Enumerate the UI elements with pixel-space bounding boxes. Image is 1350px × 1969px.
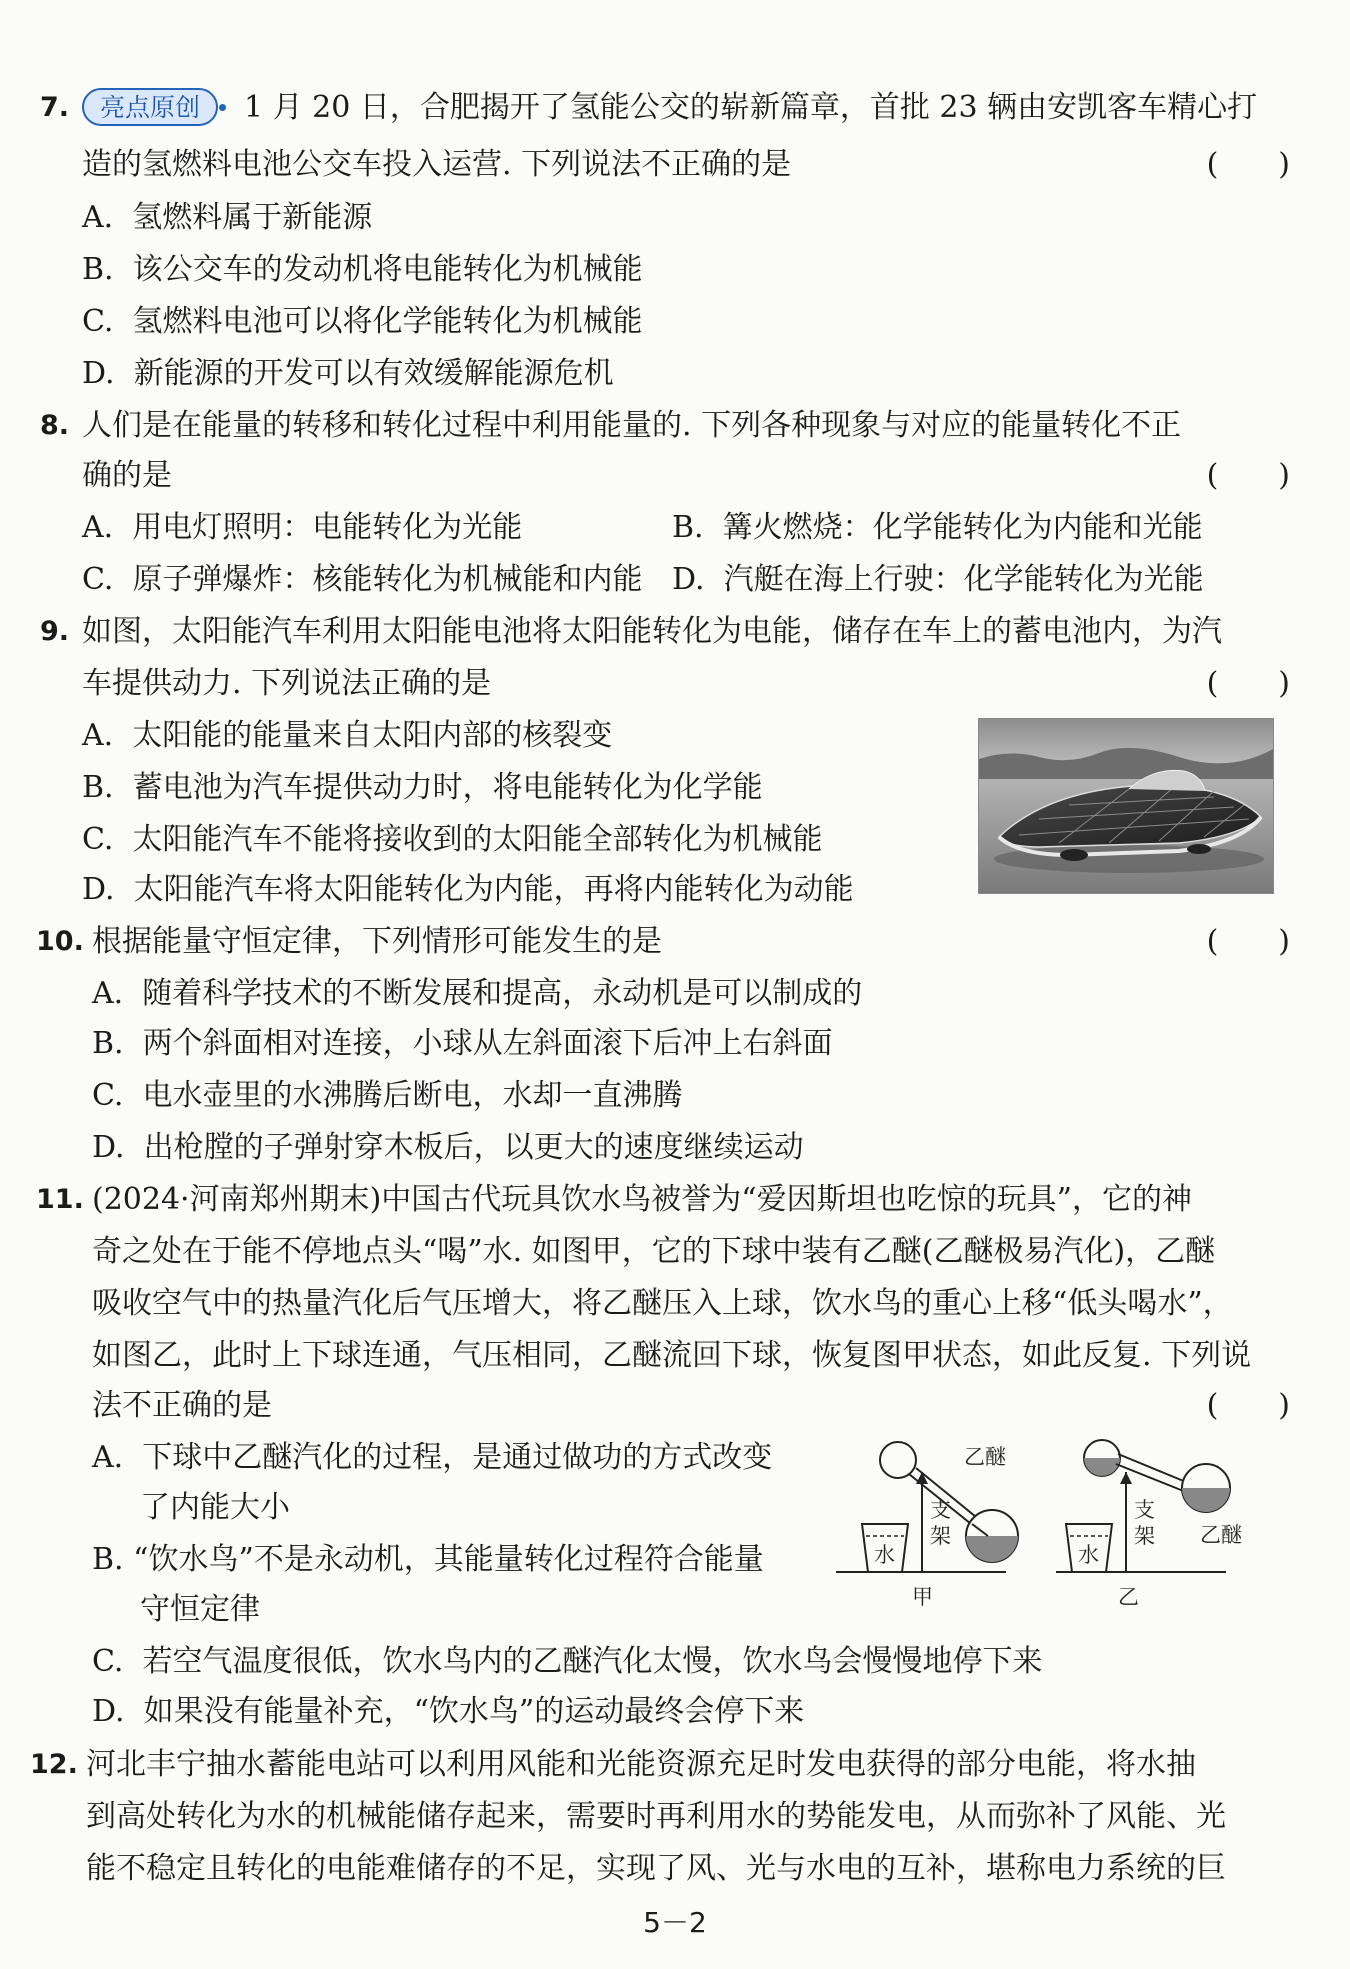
solar-car-photo — [978, 718, 1274, 894]
option: A. 用电灯照明：电能转化为光能 — [82, 510, 523, 545]
highlight-badge: 亮点原创 — [82, 88, 218, 126]
option: 守恒定律 — [140, 1592, 260, 1627]
question-text: 确的是 — [82, 458, 172, 493]
question-text: 法不正确的是 — [92, 1388, 272, 1423]
option: B. “饮水鸟”不是永动机，其能量转化过程符合能量 — [92, 1542, 764, 1577]
question-text: 奇之处在于能不停地点头“喝”水. 如图甲，它的下球中装有乙醚(乙醚极易汽化)，乙醚 — [92, 1234, 1216, 1269]
drinking-bird-diagram — [836, 1432, 1276, 1632]
option: C. 原子弹爆炸：核能转化为机械能和内能 — [82, 562, 643, 597]
question-number: 11. — [36, 1184, 84, 1215]
option: B. 篝火燃烧：化学能转化为内能和光能 — [672, 510, 1203, 545]
question-text: 人们是在能量的转移和转化过程中利用能量的. 下列各种现象与对应的能量转化不正 — [82, 408, 1182, 443]
option: D. 太阳能汽车将太阳能转化为内能，再将内能转化为动能 — [82, 872, 854, 907]
question-number: 10. — [36, 926, 84, 957]
question-text: 如图乙，此时上下球连通，气压相同，乙醚流回下球，恢复图甲状态，如此反复. 下列说 — [92, 1338, 1252, 1373]
option: C. 太阳能汽车不能将接收到的太阳能全部转化为机械能 — [82, 822, 823, 857]
figure-label: 乙 — [1118, 1585, 1139, 1609]
question-text: 根据能量守恒定律，下列情形可能发生的是 — [92, 924, 662, 959]
water-label: 水 — [874, 1543, 895, 1567]
question-number: 7. — [40, 92, 70, 123]
option: A. 太阳能的能量来自太阳内部的核裂变 — [82, 718, 613, 753]
figure-a — [836, 1442, 1018, 1609]
option: C. 若空气温度很低，饮水鸟内的乙醚汽化太慢，饮水鸟会慢慢地停下来 — [92, 1644, 1043, 1679]
stand-label: 架 — [930, 1524, 951, 1548]
question-text: 到高处转化为水的机械能储存起来，需要时再利用水的势能发电，从而弥补了风能、光 — [86, 1799, 1226, 1834]
question-text: 如图，太阳能汽车利用太阳能电池将太阳能转化为电能，储存在车上的蓄电池内，为汽 — [82, 614, 1222, 649]
answer-blank: ( ) — [1206, 147, 1290, 182]
answer-blank: ( ) — [1206, 924, 1290, 959]
option: D. 出枪膛的子弹射穿木板后，以更大的速度继续运动 — [92, 1130, 804, 1165]
figure-label: 甲 — [912, 1585, 933, 1609]
question-text: (2024·河南郑州期末)中国古代玩具饮水鸟被誉为“爱因斯坦也吃惊的玩具”，它的神 — [92, 1182, 1192, 1217]
option: B. 两个斜面相对连接，小球从左斜面滚下后冲上右斜面 — [92, 1026, 833, 1061]
question-text: 吸收空气中的热量汽化后气压增大，将乙醚压入上球，饮水鸟的重心上移“低头喝水”， — [92, 1286, 1233, 1321]
option: D. 如果没有能量补充，“饮水鸟”的运动最终会停下来 — [92, 1694, 805, 1729]
option: 了内能大小 — [140, 1490, 290, 1525]
question-text: 河北丰宁抽水蓄能电站可以利用风能和光能资源充足时发电获得的部分电能，将水抽 — [86, 1747, 1196, 1782]
solar-car-image — [979, 719, 1273, 893]
question-number: 9. — [40, 616, 70, 647]
stand-label: 支 — [1134, 1498, 1155, 1522]
figure-b — [1056, 1440, 1243, 1609]
option: B. 蓄电池为汽车提供动力时，将电能转化为化学能 — [82, 770, 763, 805]
option: A. 下球中乙醚汽化的过程，是通过做功的方式改变 — [92, 1440, 773, 1475]
ether-label: 乙醚 — [1200, 1523, 1242, 1547]
question-number: 12. — [30, 1749, 78, 1780]
option: C. 电水壶里的水沸腾后断电，水却一直沸腾 — [92, 1078, 683, 1113]
answer-blank: ( ) — [1206, 458, 1290, 493]
stand-label: 支 — [930, 1498, 951, 1522]
option: D. 汽艇在海上行驶：化学能转化为光能 — [672, 562, 1204, 597]
badge-dot-icon — [219, 104, 226, 111]
question-number: 8. — [40, 410, 70, 441]
question-text: 1 月 20 日，合肥揭开了氢能公交的崭新篇章，首批 23 辆由安凯客车精心打 — [244, 90, 1258, 125]
option: D. 新能源的开发可以有效缓解能源危机 — [82, 356, 614, 391]
option: C. 氢燃料电池可以将化学能转化为机械能 — [82, 304, 643, 339]
option: A. 氢燃料属于新能源 — [82, 200, 373, 235]
stand-label: 架 — [1134, 1524, 1155, 1548]
question-text: 车提供动力. 下列说法正确的是 — [82, 666, 492, 701]
answer-blank: ( ) — [1206, 1388, 1290, 1423]
option: B. 该公交车的发动机将电能转化为机械能 — [82, 252, 643, 287]
water-label: 水 — [1078, 1543, 1099, 1567]
ether-label: 乙醚 — [964, 1445, 1006, 1469]
question-text: 造的氢燃料电池公交车投入运营. 下列说法不正确的是 — [82, 147, 792, 182]
answer-blank: ( ) — [1206, 666, 1290, 701]
question-text: 能不稳定且转化的电能难储存的不足，实现了风、光与水电的互补，堪称电力系统的巨 — [86, 1851, 1226, 1886]
page-number: 5－2 — [643, 1906, 707, 1939]
option: A. 随着科学技术的不断发展和提高，永动机是可以制成的 — [92, 976, 863, 1011]
